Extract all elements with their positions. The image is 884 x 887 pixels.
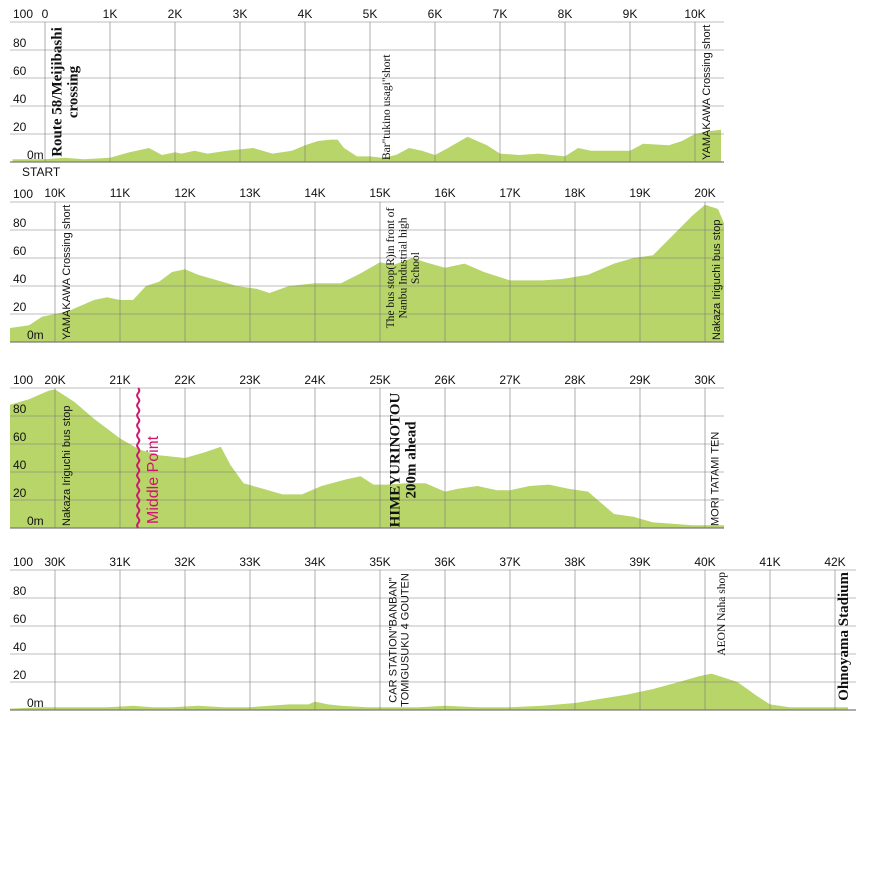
y-tick-label: 80 (13, 216, 27, 230)
x-tick-label: 8K (557, 7, 573, 21)
annotation-line: Nakaza Iriguchi bus stop (61, 405, 74, 526)
x-tick-label: 32K (174, 555, 196, 569)
elevation-area (10, 205, 724, 342)
elevation-area (13, 130, 722, 162)
annotation-label (701, 25, 713, 160)
annotation-label (716, 572, 728, 656)
y-tick-label: 40 (13, 272, 27, 286)
x-tick-label: 14K (304, 186, 326, 200)
x-tick-label: 27K (499, 373, 521, 387)
annotation-label (711, 220, 723, 340)
x-tick-label: 36K (434, 555, 456, 569)
y-tick-label: 60 (13, 612, 27, 626)
x-tick-label: 35K (369, 555, 391, 569)
annotation-label (49, 27, 81, 157)
annotation-line: crossing (65, 65, 82, 119)
y-tick-label: 20 (13, 668, 27, 682)
y-tick-label: 0m (27, 514, 44, 528)
x-tick-label: 28K (564, 373, 586, 387)
y-tick-label: 100 (13, 555, 34, 569)
y-tick-label: 100 (13, 7, 34, 21)
x-tick-label: 1K (102, 7, 118, 21)
x-tick-label: 20K (694, 186, 716, 200)
y-tick-label: 100 (13, 373, 34, 387)
elevation-panel-3 (10, 373, 724, 528)
x-tick-label: 17K (499, 186, 521, 200)
x-tick-label: 30K (44, 555, 66, 569)
x-tick-label: 13K (239, 186, 261, 200)
annotation-label (836, 572, 852, 701)
annotation-line: TOMIGUSUKU 4 GOUTEN (399, 573, 412, 707)
y-tick-label: 40 (13, 92, 27, 106)
y-tick-label: 20 (13, 120, 27, 134)
annotation-line: Bar"tukino usagi"short (380, 54, 393, 160)
x-tick-label: 10K (684, 7, 706, 21)
annotation-line: CAR STATION"BANBAN" (387, 577, 400, 703)
annotation-line: Nanbu Industrial high (397, 217, 410, 319)
y-tick-label: 80 (13, 36, 27, 50)
y-tick-label: 20 (13, 486, 27, 500)
x-tick-label: 9K (622, 7, 638, 21)
y-tick-label: 40 (13, 458, 27, 472)
y-tick-label: 0m (27, 328, 44, 342)
elevation-area (10, 674, 848, 710)
x-tick-label: 23K (239, 373, 261, 387)
annotation-line: AEON Naha shop (715, 572, 728, 656)
annotation-label (61, 406, 73, 526)
middle-point-label: Middle Point (145, 435, 163, 524)
x-tick-label: 20K (44, 373, 66, 387)
y-tick-label: 80 (13, 584, 27, 598)
x-tick-label: 5K (362, 7, 378, 21)
y-tick-label: 80 (13, 402, 27, 416)
elevation-panel-4 (10, 555, 856, 710)
y-tick-label: 0m (27, 696, 44, 710)
annotation-line: Route 58/Meijibashi (49, 27, 66, 157)
x-tick-label: 41K (759, 555, 781, 569)
x-tick-label: 4K (297, 7, 313, 21)
annotation-line: School (409, 252, 422, 284)
x-tick-label: 0 (41, 7, 49, 21)
x-tick-label: 10K (44, 186, 66, 200)
x-tick-label: 25K (369, 373, 391, 387)
x-tick-label: 39K (629, 555, 651, 569)
annotation-line: Ohnoyama Stadium (836, 572, 852, 701)
x-tick-label: 33K (239, 555, 261, 569)
x-tick-label: 6K (427, 7, 443, 21)
annotation-line: HIMEYURINOTOU (387, 392, 404, 528)
x-tick-label: 26K (434, 373, 456, 387)
y-tick-label: 60 (13, 430, 27, 444)
y-tick-label: 20 (13, 300, 27, 314)
annotation-line: YAMAKAWA Crossing short (701, 24, 714, 160)
x-tick-label: 29K (629, 373, 651, 387)
annotation-label (388, 573, 412, 707)
annotation-line: Nakaza Iriguchi bus stop (711, 219, 724, 340)
elevation-panel-1 (10, 7, 724, 179)
y-tick-label: 40 (13, 640, 27, 654)
annotation-label (381, 54, 393, 160)
x-tick-label: 21K (109, 373, 131, 387)
annotation-line: 200m ahead (403, 421, 420, 499)
x-tick-label: 42K (824, 555, 846, 569)
annotation-line: MORI TATAMI TEN (709, 431, 722, 526)
x-tick-label: 15K (369, 186, 391, 200)
x-tick-label: 22K (174, 373, 196, 387)
x-tick-label: 11K (109, 186, 131, 200)
x-tick-label: 31K (109, 555, 131, 569)
annotation-line: The bus stop(R)in front of (384, 207, 397, 329)
x-tick-label: 18K (564, 186, 586, 200)
x-tick-label: 24K (304, 373, 326, 387)
x-tick-label: 37K (499, 555, 521, 569)
x-tick-label: 30K (694, 373, 716, 387)
y-tick-label: 100 (13, 187, 34, 201)
x-tick-label: 16K (434, 186, 456, 200)
y-tick-label: 60 (13, 244, 27, 258)
x-tick-label: 12K (174, 186, 196, 200)
elevation-area (10, 389, 724, 528)
x-tick-label: 38K (564, 555, 586, 569)
x-tick-label: 34K (304, 555, 326, 569)
x-tick-label: 40K (694, 555, 716, 569)
x-tick-label: 3K (232, 7, 248, 21)
y-tick-label: 0m (27, 148, 44, 162)
annotation-line: YAMAKAWA Crossing short (61, 204, 74, 340)
x-tick-label: 2K (167, 7, 183, 21)
y-tick-label: 60 (13, 64, 27, 78)
x-tick-label: 19K (629, 186, 651, 200)
annotation-label (61, 205, 73, 340)
x-tick-label: 7K (492, 7, 508, 21)
elevation-panel-2 (10, 186, 724, 342)
annotation-label (709, 432, 721, 526)
start-label: START (22, 165, 61, 179)
